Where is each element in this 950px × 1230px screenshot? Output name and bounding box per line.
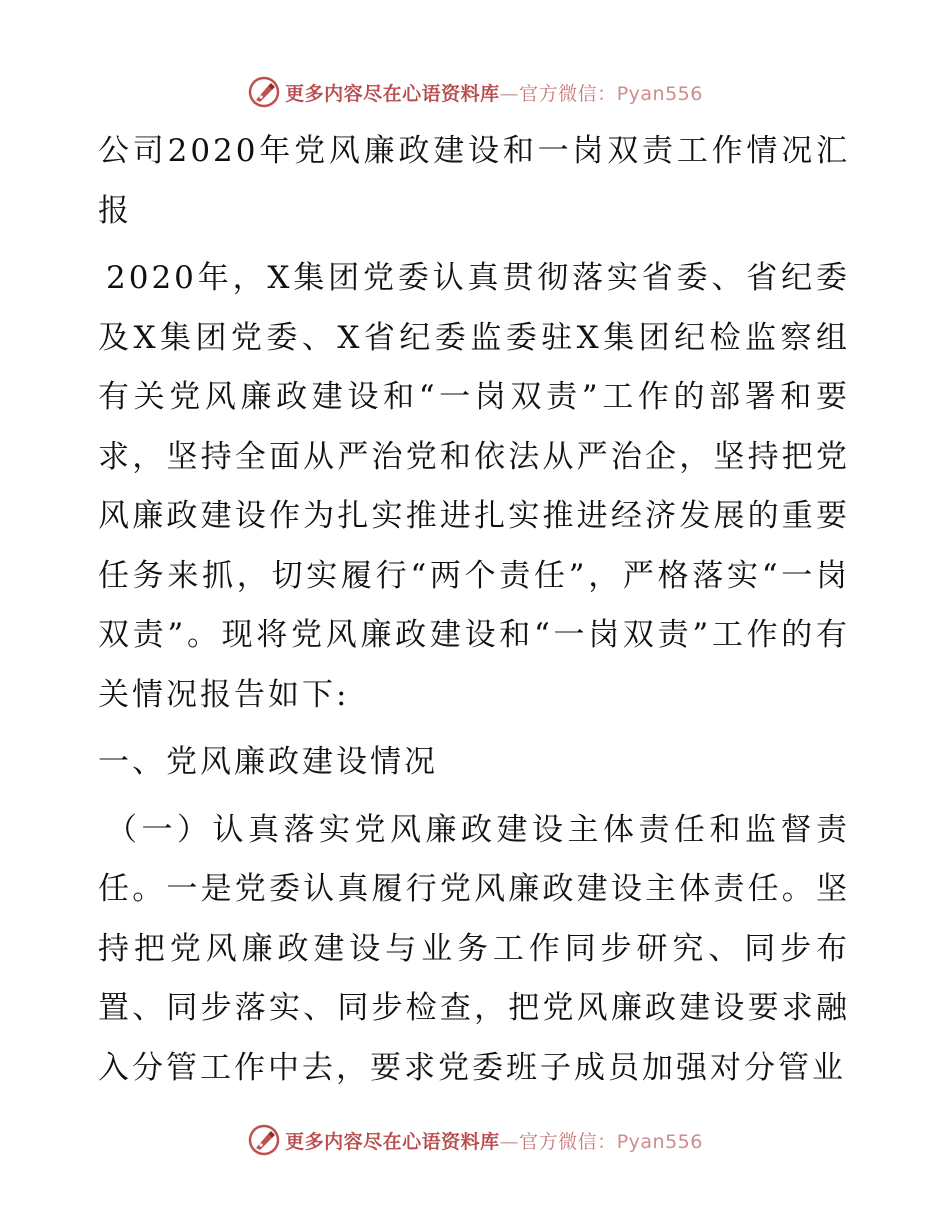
intro-paragraph: 2020年，X集团党委认真贯彻落实省委、省纪委及X集团党委、X省纪委监委驻X集团纪检监察组有关党风廉政建设和“一岗双责”工作的部署和要求，坚持全面从严治党和依法从严治企，坚持把党风廉政建设作为扎实推进扎实推进经济发展的重要任务来抓，切实履行“两个责任”，严格落实“一岗双责”。现将党风廉政建设和“一岗双责”工作的有关情况报告如下: bbox=[98, 260, 850, 713]
section-heading: 一、党风廉政建设情况 bbox=[98, 744, 438, 780]
document-title: 公司2020年党风廉政建设和一岗双责工作情况汇报 bbox=[98, 133, 850, 229]
watermark-bottom bbox=[0, 1120, 950, 1160]
pen-nib-icon bbox=[247, 75, 281, 109]
watermark-top bbox=[0, 72, 950, 112]
pen-nib-icon bbox=[247, 1123, 281, 1157]
watermark-text: 更多内容尽在心语资料库—官方微信：Pyan556 bbox=[285, 1130, 703, 1153]
document-body bbox=[98, 122, 850, 1098]
section-paragraph: （一）认真落实党风廉政建设主体责任和监督责任。一是党委认真履行党风廉政建设主体责任。坚持把党风廉政建设与业务工作同步研究、同步布置、同步落实、同步检查，把党风廉政建设要求融入分管工作中去，要求党委班子成员加强对分管业 bbox=[98, 811, 850, 1086]
watermark-text: 更多内容尽在心语资料库—官方微信：Pyan556 bbox=[285, 82, 703, 105]
